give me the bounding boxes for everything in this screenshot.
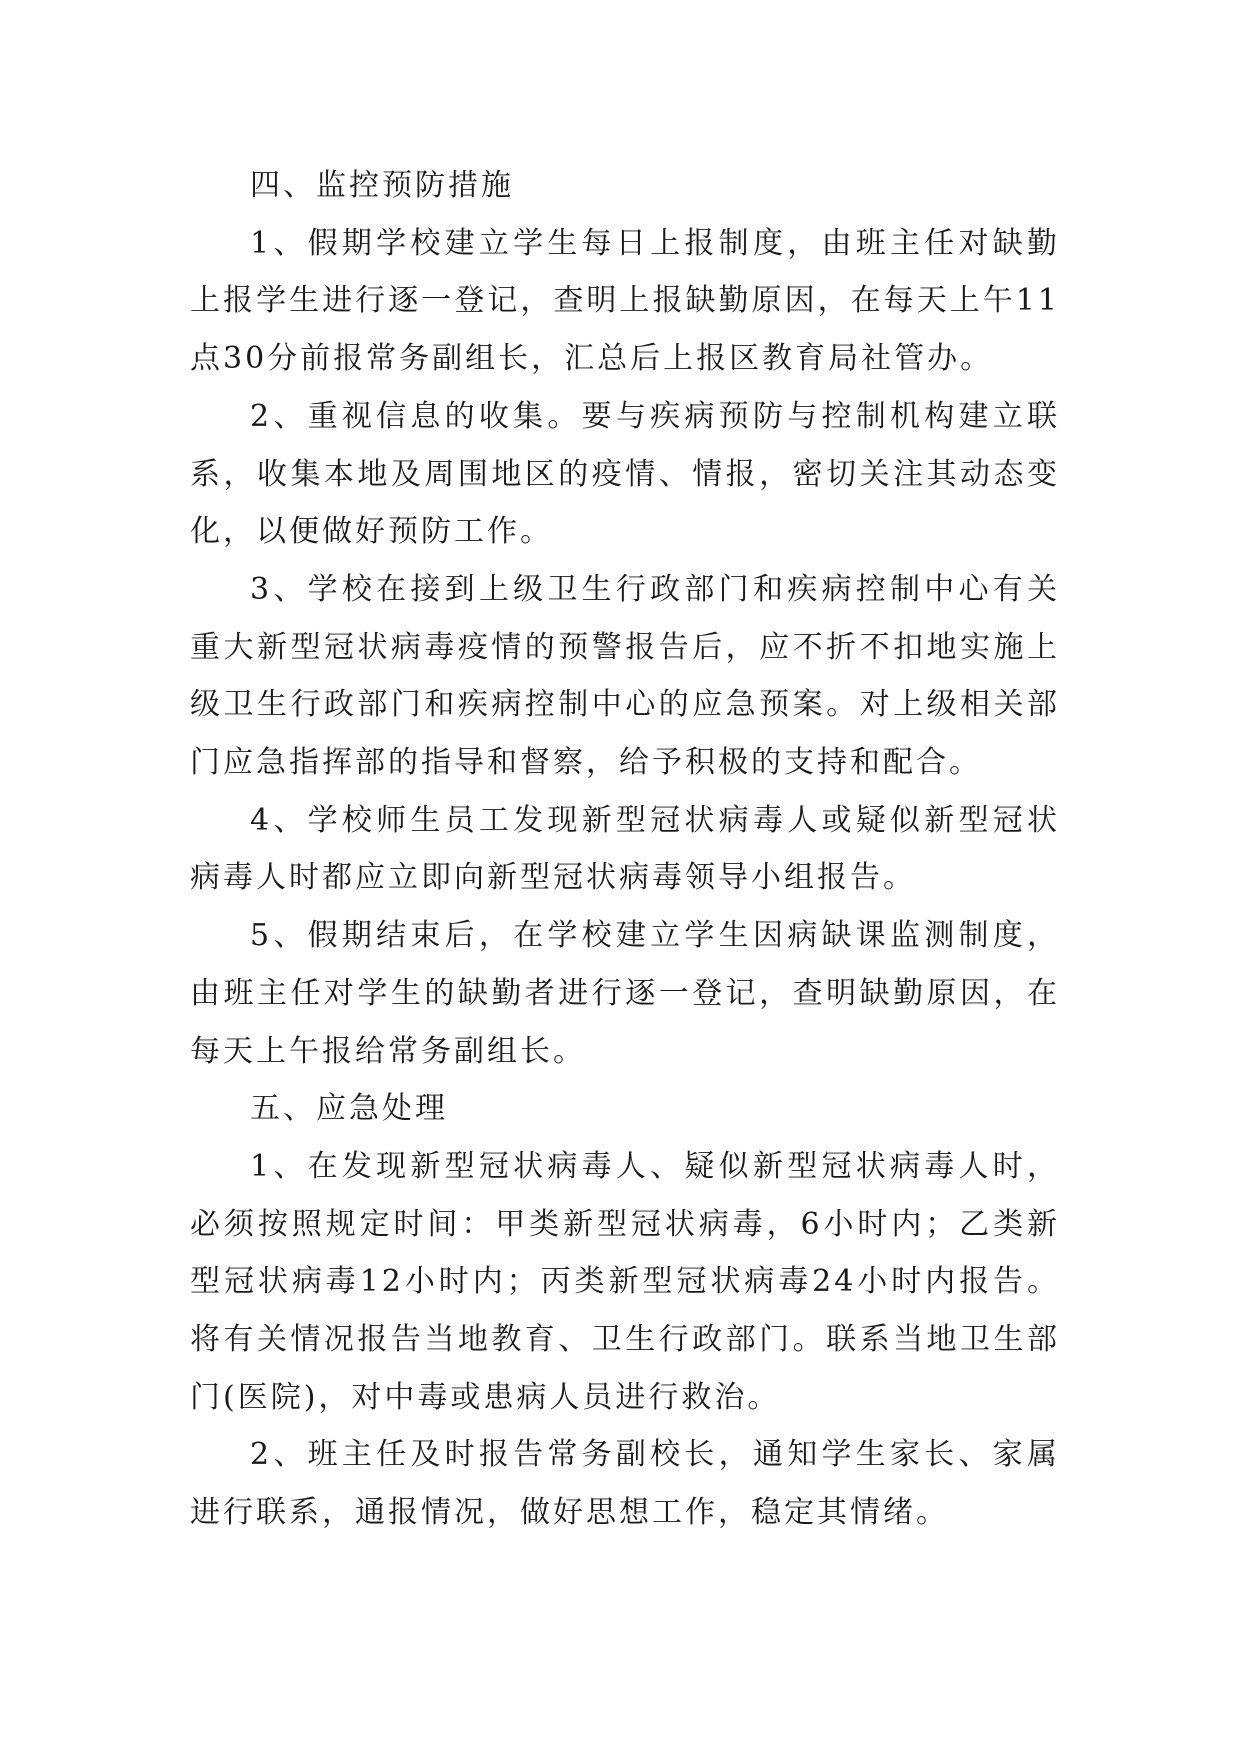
paragraph-item-5: 5、假期结束后，在学校建立学生因病缺课监测制度，由班主任对学生的缺勤者进行逐一登记，查明缺勤原因，在每天上午报给常务副组长。 <box>190 918 1060 1069</box>
section-heading-emergency: 五、应急处理 <box>250 1091 448 1127</box>
paragraph-item-3: 3、学校在接到上级卫生行政部门和疾病控制中心有关重大新型冠状病毒疫情的预警报告后，应不折不扣地实施上级卫生行政部门和疾病控制中心的应急预案。对上级相关部门应急指挥部的指导和督察，给予积极的支持和配合。 <box>190 571 1060 781</box>
section-heading-monitoring: 四、监控预防措施 <box>250 168 514 203</box>
paragraph-emergency-1: 1、在发现新型冠状病毒人、疑似新型冠状病毒人时，必须按照规定时间：甲类新型冠状病毒，6小时内；乙类新型冠状病毒12小时内；丙类新型冠状病毒24小时内报告。将有关情况报告当地教育、卫生行政部门。联系当地卫生部门(医院)，对中毒或患病人员进行救治。 <box>190 1148 1060 1415</box>
paragraph-item-2: 2、重视信息的收集。要与疾病预防与控制机构建立联系，收集本地及周围地区的疫情、情报，密切关注其动态变化，以便做好预防工作。 <box>190 398 1060 550</box>
paragraph-item-1: 1、假期学校建立学生每日上报制度，由班主任对缺勤上报学生进行逐一登记，查明上报缺勤原因，在每天上午11点30分前报常务副组长，汇总后上报区教育局社管办。 <box>190 225 1060 377</box>
document-body <box>190 157 1060 1542</box>
paragraph-emergency-2: 2、班主任及时报告常务副校长，通知学生家长、家属进行联系，通报情况，做好思想工作，稳定其情绪。 <box>190 1437 1060 1531</box>
paragraph-item-4: 4、学校师生员工发现新型冠状病毒人或疑似新型冠状病毒人时都应立即向新型冠状病毒领导小组报告。 <box>190 802 1060 896</box>
